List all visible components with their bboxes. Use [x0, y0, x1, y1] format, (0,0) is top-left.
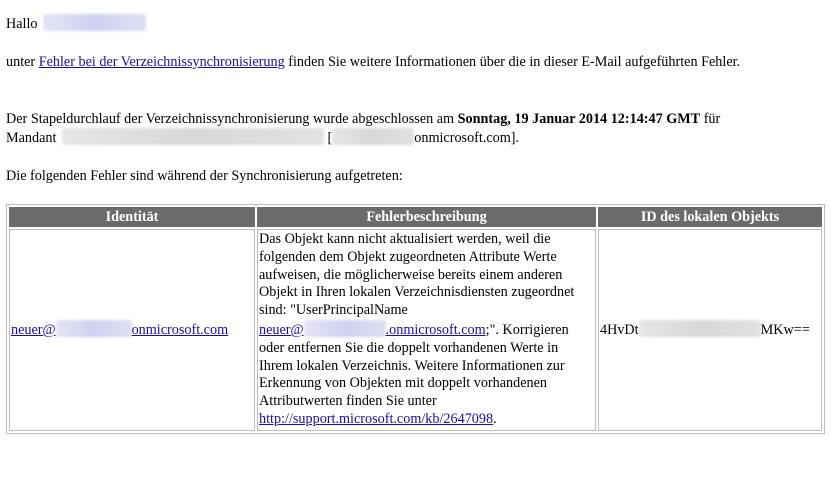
bracket-open: [ [327, 130, 333, 146]
duplicate-upn-link[interactable] [259, 322, 486, 338]
redacted-tenant-domain [332, 128, 414, 145]
redacted-upn-domain [304, 320, 386, 337]
identity-cell [9, 229, 255, 431]
local-object-id-cell [598, 229, 822, 431]
tenant-label: Mandant [6, 130, 57, 146]
header-error-description: Fehlerbeschreibung [257, 207, 596, 227]
intro-suffix: finden Sie weitere Informationen über die in dieser E-Mail aufgeführten Fehler. [288, 54, 741, 70]
redacted-tenant-name [62, 128, 324, 145]
redacted-local-id [639, 320, 761, 337]
desc-link-prefix: neuer@ [259, 321, 304, 338]
support-kb-link[interactable]: http://support.microsoft.com/kb/2647098 [259, 410, 494, 427]
header-local-object-id: ID des lokalen Objekts [598, 207, 822, 227]
greeting-line [6, 14, 825, 33]
batch-date: Sonntag, 19 Januar 2014 12:14:47 GMT [457, 111, 701, 127]
errors-intro: Die folgenden Fehler sind während der Synchronisierung aufgetreten: [6, 168, 403, 184]
errors-table [6, 204, 825, 434]
identity-prefix: neuer@ [11, 321, 56, 338]
intro-prefix: unter [6, 54, 36, 70]
intro-paragraph [6, 53, 825, 71]
batch-paragraph [6, 110, 825, 147]
desc-end: . [493, 410, 497, 427]
table-row [9, 229, 822, 431]
identity-link[interactable] [11, 322, 228, 338]
greeting-text: Hallo [6, 16, 38, 32]
error-description-cell [257, 229, 596, 431]
redacted-recipient-name [43, 14, 146, 31]
redacted-identity-domain [56, 320, 132, 337]
batch-text: Der Stapeldurchlauf der Verzeichnissynchronisierung wurde abgeschlossen am [6, 111, 455, 127]
local-id-prefix: 4HvDt [600, 321, 639, 338]
tenant-domain-suffix: onmicrosoft.com]. [414, 130, 520, 146]
local-id-suffix: MKw== [760, 321, 810, 338]
desc-part2: ;". Korrigieren oder entfernen Sie die doppelt vorhandenen Werte in Ihrem lokalen Verzeichnis. Weitere Informationen zur Erkennung von Objekten mit doppelt vorhandenen Attributwerten finden Sie unter [259, 321, 569, 410]
desc-link-suffix: .onmicrosoft.com [385, 321, 486, 338]
sync-errors-link[interactable]: Fehler bei der Verzeichnissynchronisierung [38, 54, 285, 70]
batch-for: für [703, 111, 721, 127]
identity-suffix: onmicrosoft.com [131, 321, 229, 338]
header-identity: Identität [9, 207, 255, 227]
desc-part1: Das Objekt kann nicht aktualisiert werden, weil die folgenden dem Objekt zugeordneten Attribute Werte aufweisen, die möglicherweise bereits einem anderen Objekt in Ihren lokalen Verzeichnisdiensten zugeordnet sind: "UserPrincipalName [259, 231, 575, 319]
table-header-row [9, 207, 822, 227]
